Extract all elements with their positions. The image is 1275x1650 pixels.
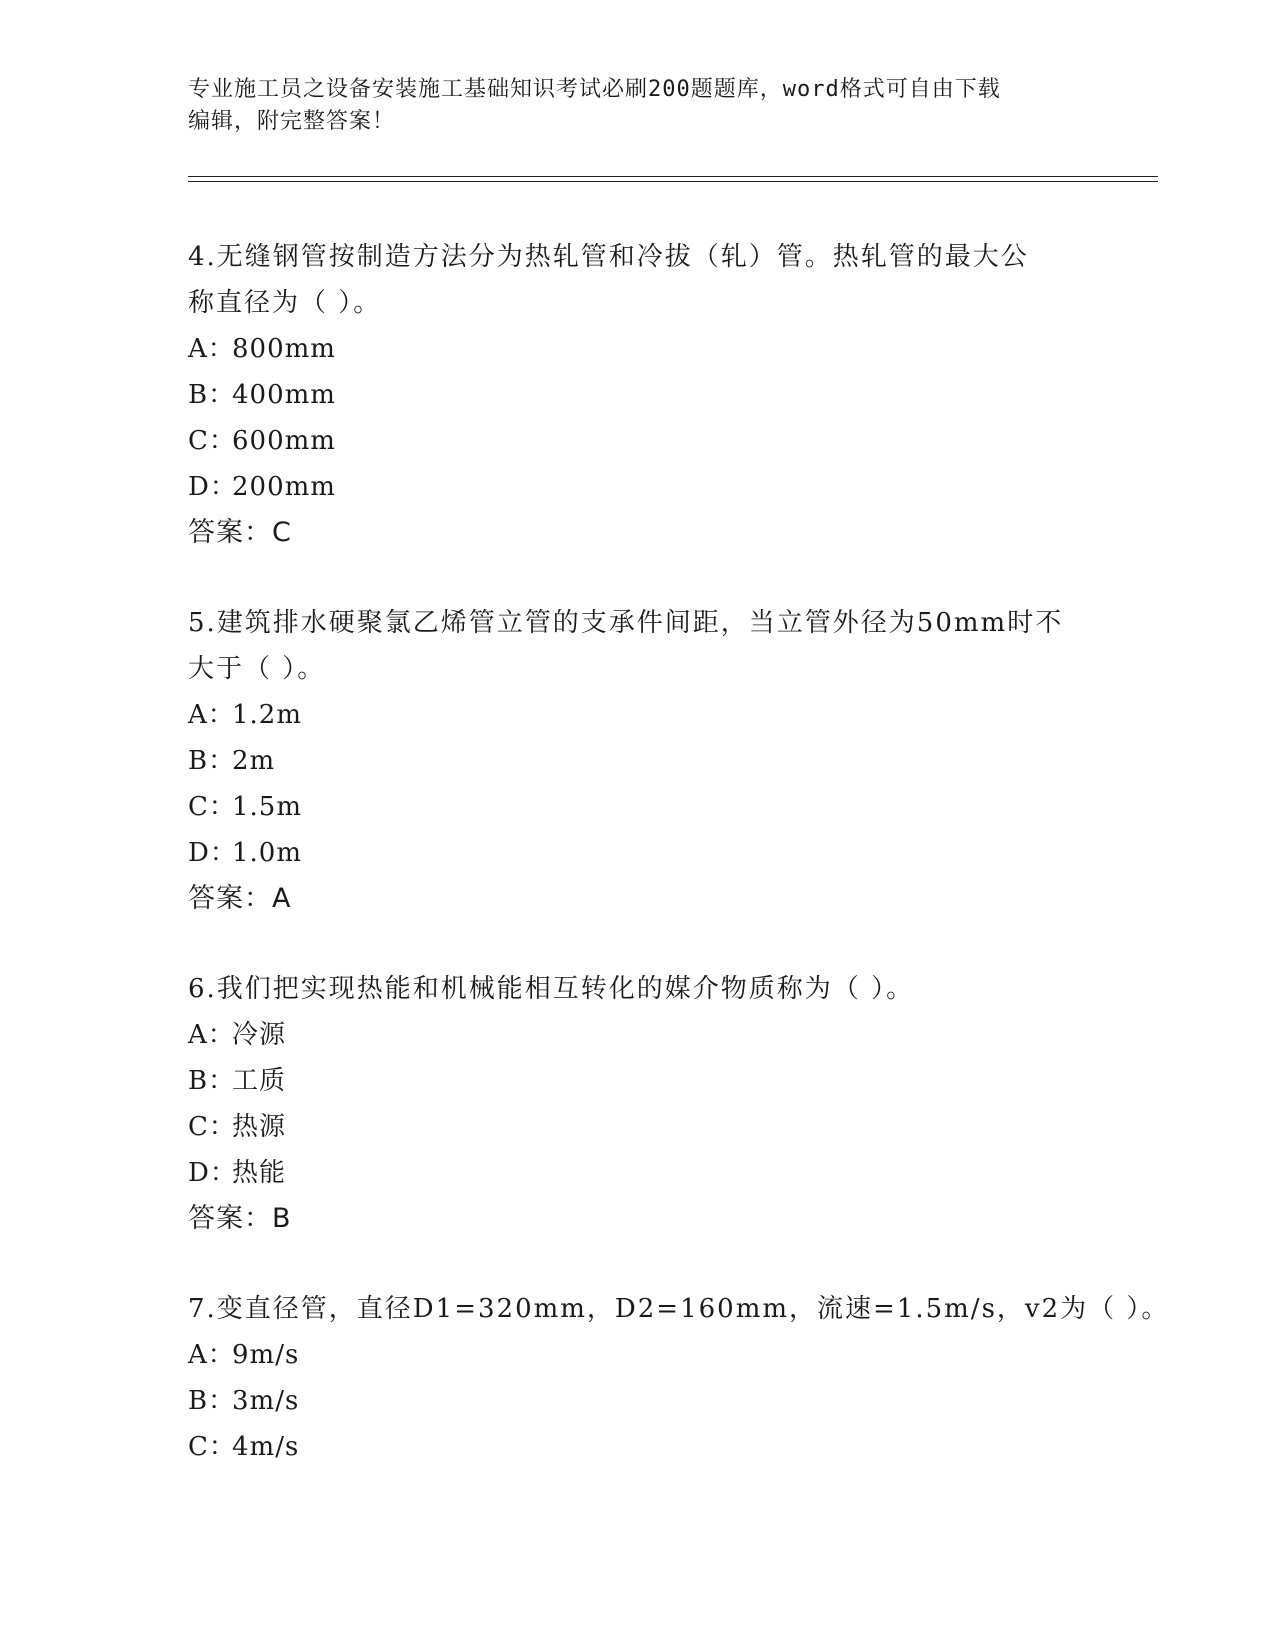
option-text: 2m [232,746,276,776]
option-key: A： [188,1020,235,1050]
header-divider-bottom [188,181,1158,182]
header-line-2: 编辑，附完整答案！ [188,109,396,134]
option-text: 1.0m [232,838,303,868]
option-d [188,1150,1088,1196]
question-5 [188,600,1088,922]
option-text: 工质 [232,1066,287,1096]
option-a [188,1012,1088,1058]
option-key: D： [188,1158,237,1188]
question-stem-line: 6.我们把实现热能和机械能相互转化的媒介物质称为（ ）。 [188,974,915,1004]
question-stem [188,234,1088,326]
option-a [188,1332,1088,1378]
option-key: A： [188,700,235,730]
option-text: 200mm [232,472,336,502]
option-c [188,1424,1088,1470]
option-key: D： [188,838,237,868]
option-text: 400mm [232,380,336,410]
header-line-1: 专业施工员之设备安装施工基础知识考试必刷200题题库，word格式可自由下载 [188,77,1001,102]
document-header [188,74,1088,138]
option-text: 600mm [232,426,336,456]
option-d [188,830,1088,876]
option-text: 4m/s [232,1432,300,1462]
option-d [188,464,1088,510]
question-stem-line: 7.变直径管，直径D1=320mm，D2=160mm，流速=1.5m/s，v2为（ ）。 [188,1294,1170,1324]
option-key: C： [188,792,236,822]
option-text: 冷源 [232,1020,287,1050]
option-text: 热能 [232,1158,287,1188]
option-key: B： [188,1066,236,1096]
option-key: D： [188,472,237,502]
option-key: B： [188,746,236,776]
question-stem-line: 5.建筑排水硬聚氯乙烯管立管的支承件间距，当立管外径为50mm时不 [188,608,1064,638]
option-c [188,784,1088,830]
option-text: 3m/s [232,1386,300,1416]
option-key: A： [188,334,235,364]
option-text: 1.5m [232,792,303,822]
question-6 [188,966,1088,1242]
option-key: A： [188,1340,235,1370]
option-b [188,1378,1088,1424]
header-divider-top [188,176,1158,177]
question-stem [188,1286,1170,1332]
option-text: 1.2m [232,700,303,730]
option-key: C： [188,426,236,456]
question-stem-line: 称直径为（ ）。 [188,288,382,318]
option-c [188,418,1088,464]
question-7 [188,1286,1170,1470]
option-a [188,326,1088,372]
option-b [188,372,1088,418]
option-key: B： [188,1386,236,1416]
answer-line: 答案：B [188,1203,292,1234]
option-text: 800mm [232,334,336,364]
answer-line: 答案：A [188,883,292,914]
option-text: 9m/s [232,1340,300,1370]
question-stem-line: 大于（ ）。 [188,654,326,684]
answer-line: 答案：C [188,517,292,548]
option-b [188,1058,1088,1104]
option-c [188,1104,1088,1150]
option-text: 热源 [232,1112,287,1142]
question-stem [188,600,1088,692]
question-4 [188,234,1088,556]
option-b [188,738,1088,784]
question-stem [188,966,1088,1012]
option-key: B： [188,380,236,410]
question-stem-line: 4.无缝钢管按制造方法分为热轧管和冷拔（轧）管。热轧管的最大公 [188,242,1029,272]
option-key: C： [188,1112,236,1142]
option-key: C： [188,1432,236,1462]
option-a [188,692,1088,738]
